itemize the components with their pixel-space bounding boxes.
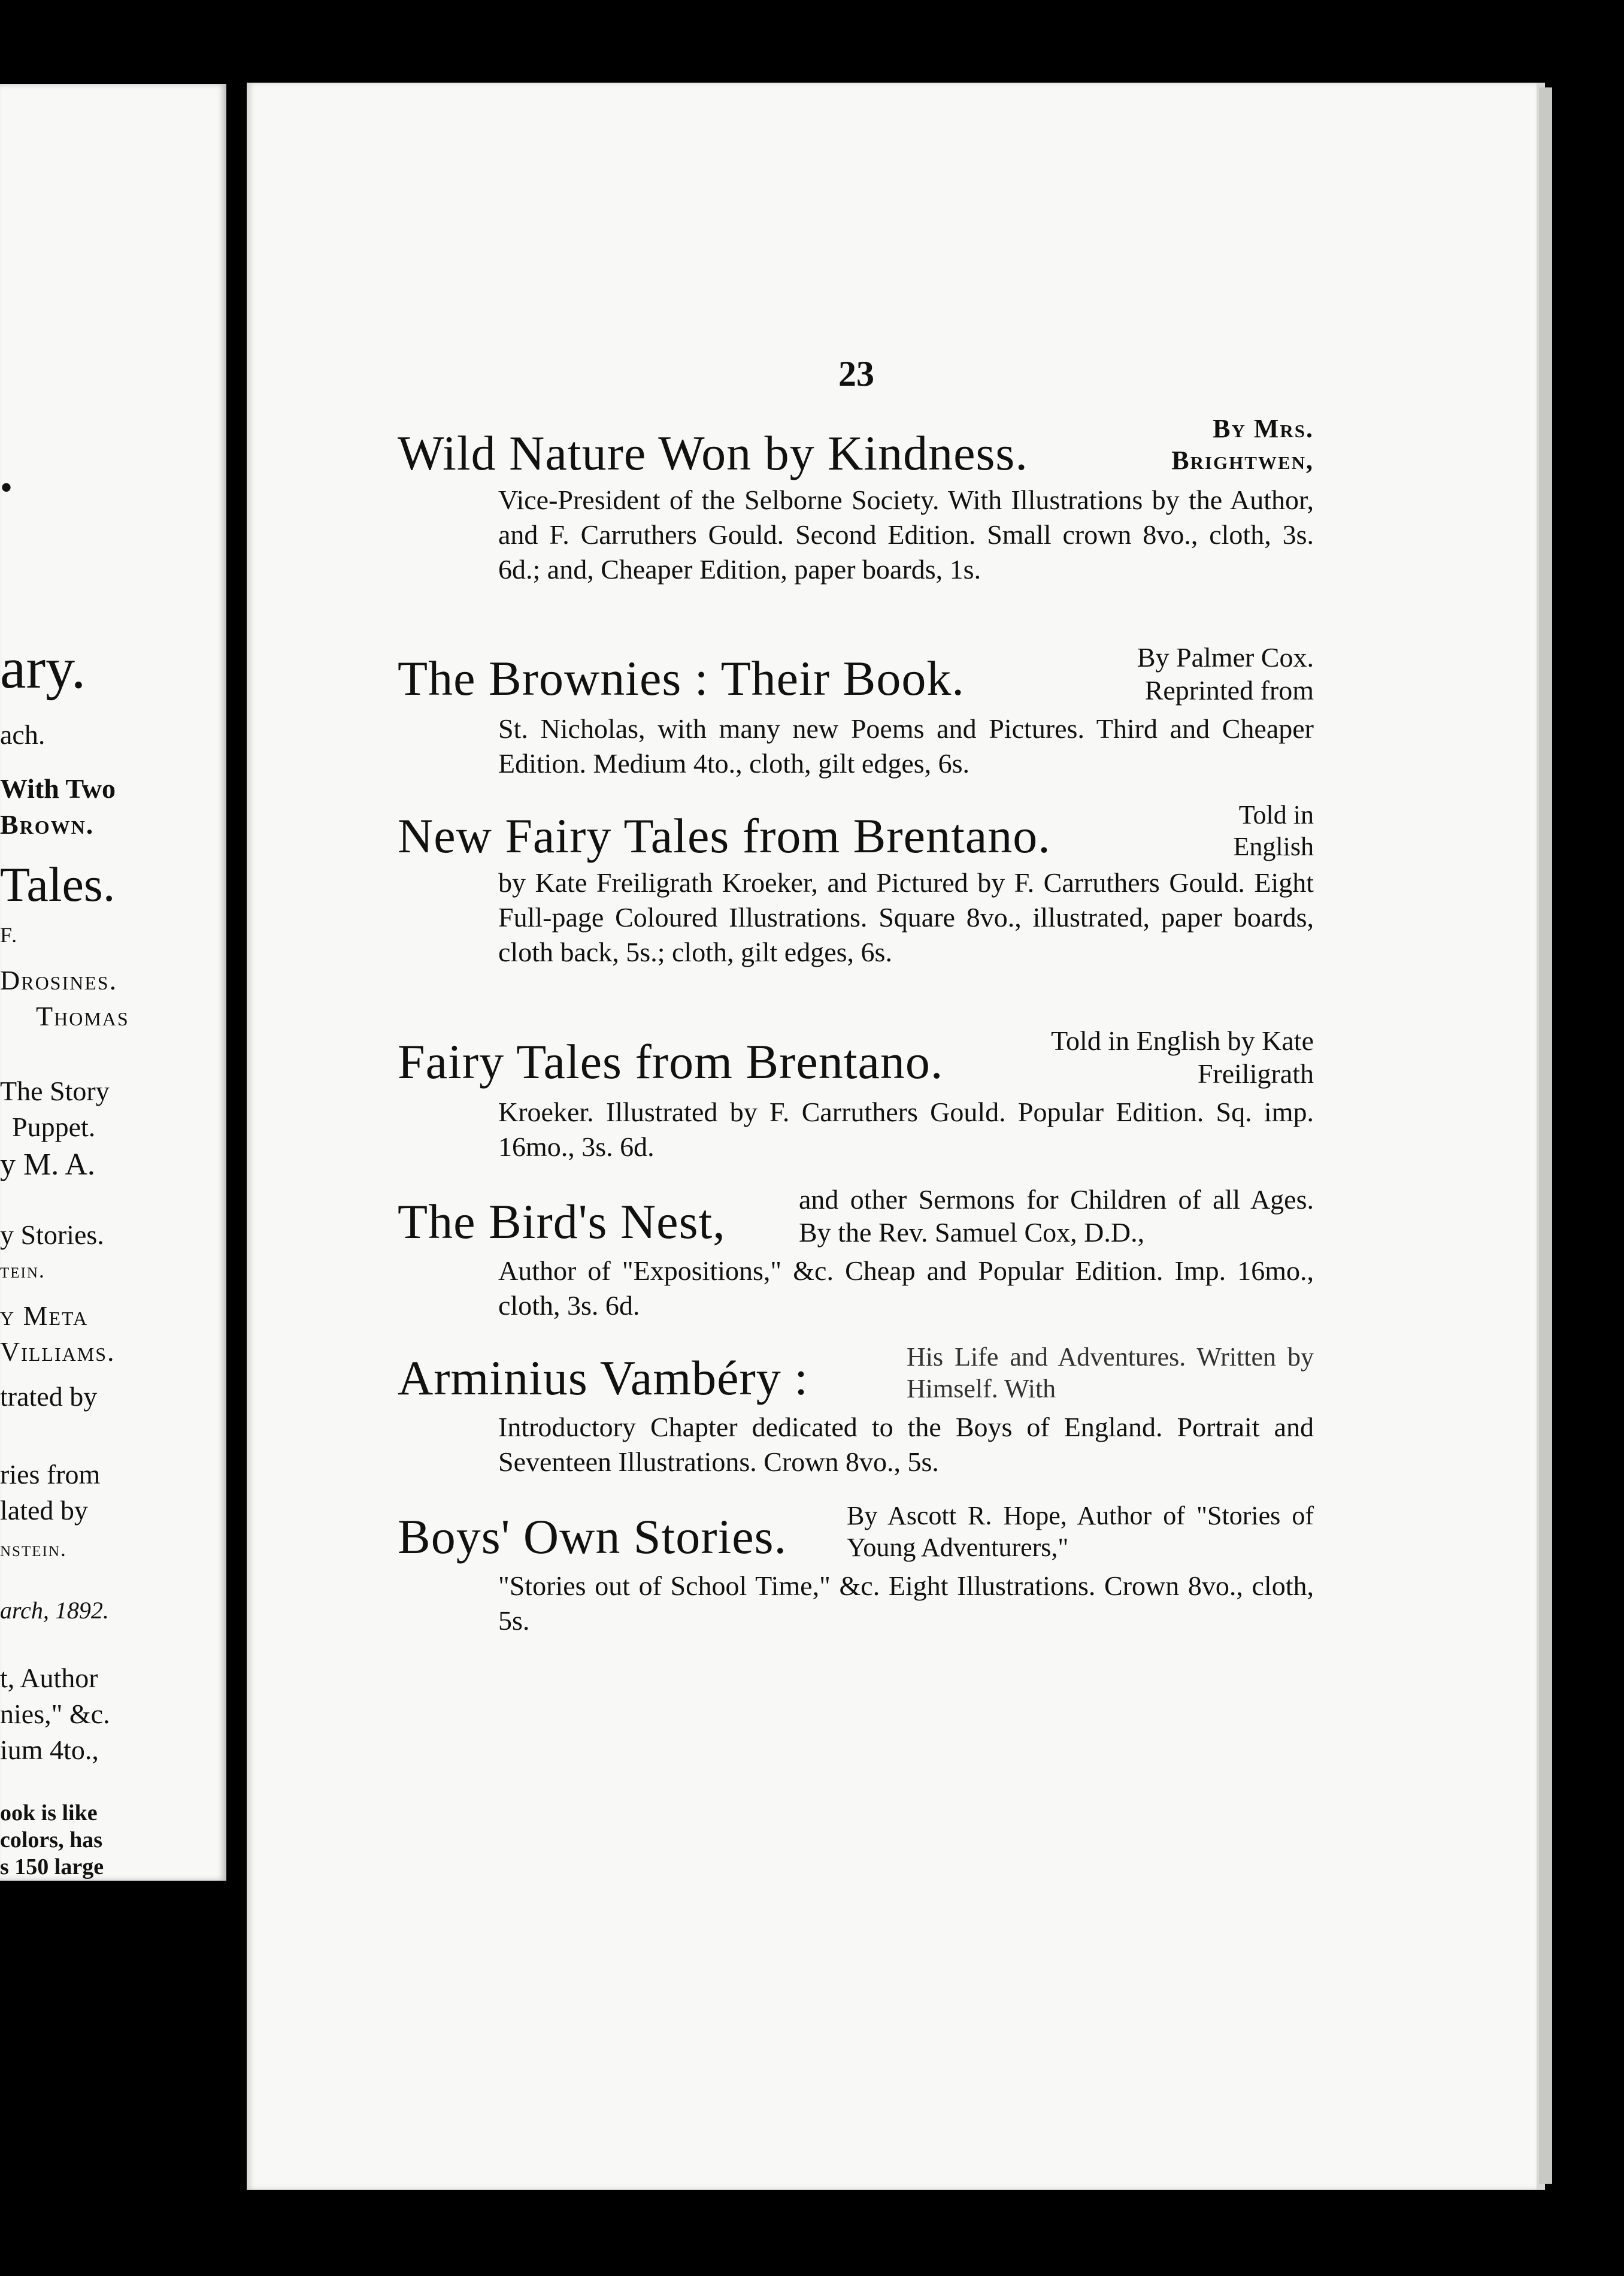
catalog-entry bbox=[398, 1024, 1314, 1164]
left-fragment: Drosines. bbox=[0, 965, 118, 995]
left-page bbox=[0, 84, 226, 1881]
page-edge bbox=[1539, 87, 1552, 2184]
page-number: 23 bbox=[838, 354, 874, 394]
catalog-entry bbox=[398, 800, 1314, 969]
left-bullet: • bbox=[0, 468, 13, 507]
entry-body: "Stories out of School Time," &c. Eight Illustrations. Crown 8vo., cloth, 5s. bbox=[498, 1570, 1314, 1636]
left-fragment: lated by bbox=[0, 1495, 88, 1526]
left-fragment: s 150 large bbox=[0, 1854, 104, 1879]
entry-title: Fairy Tales from Brentano. bbox=[398, 1034, 944, 1089]
catalog-entry bbox=[398, 1500, 1314, 1638]
catalog-entry bbox=[398, 413, 1314, 587]
entry-title: The Bird's Nest, bbox=[398, 1194, 726, 1249]
left-fragment-title: ary. bbox=[0, 636, 86, 701]
left-fragment: Brown. bbox=[0, 809, 95, 840]
left-fragment: Villiams. bbox=[0, 1336, 116, 1367]
entry-title: The Brownies : Their Book. bbox=[398, 651, 965, 706]
left-fragment: The Story bbox=[0, 1076, 110, 1106]
entry-byline: By Ascott R. Hope, Author of "Stories of Young Adventurers," bbox=[847, 1501, 1314, 1562]
entry-body: Vice-President of the Selborne Society. With Illustrations by the Author, and F. Carruthers Gould. Second Edition. Small crown 8vo., cloth, 3s. 6d.; and, Cheaper Edition, paper boards, 1s. bbox=[498, 485, 1314, 585]
entry-byline: Told in English bbox=[1233, 800, 1314, 861]
catalog-entry bbox=[398, 1342, 1314, 1479]
left-fragment: F. bbox=[0, 923, 19, 947]
catalog-entry bbox=[398, 641, 1314, 781]
catalog-entry bbox=[398, 1183, 1314, 1323]
left-fragment: ook is like bbox=[0, 1800, 98, 1826]
left-fragment: y M. A. bbox=[0, 1148, 95, 1182]
left-fragment: Thomas bbox=[36, 1001, 129, 1031]
left-fragment-title: Tales. bbox=[0, 857, 116, 912]
entry-byline: Told in English by Kate Freiligrath bbox=[1051, 1025, 1314, 1089]
left-fragment: nies," &c. bbox=[0, 1699, 110, 1729]
left-fragment: ries from bbox=[0, 1459, 101, 1490]
left-fragment: nstein. bbox=[0, 1537, 67, 1561]
left-fragment: Puppet. bbox=[12, 1112, 96, 1142]
left-fragment: y Meta bbox=[0, 1300, 89, 1331]
entry-title: Wild Nature Won by Kindness. bbox=[398, 426, 1028, 480]
entry-byline: and other Sermons for Children of all Ages. By the Rev. Samuel Cox, D.D., bbox=[799, 1184, 1314, 1248]
left-fragment: ium 4to., bbox=[0, 1735, 99, 1765]
entry-title: New Fairy Tales from Brentano. bbox=[398, 809, 1051, 863]
entry-title: Boys' Own Stories. bbox=[398, 1509, 787, 1564]
left-fragment: t, Author bbox=[0, 1663, 98, 1693]
left-fragment: With Two bbox=[0, 773, 116, 804]
left-fragment: trated by bbox=[0, 1381, 98, 1412]
entry-byline: By Palmer Cox. Reprinted from bbox=[1137, 642, 1314, 706]
entry-title: Arminius Vambéry : bbox=[398, 1351, 809, 1405]
left-fragment: colors, has bbox=[0, 1827, 102, 1853]
entry-body: Author of "Expositions," &c. Cheap and Popular Edition. Imp. 16mo., cloth, 3s. 6d. bbox=[498, 1255, 1314, 1321]
entry-byline: By Mrs. Brightwen, bbox=[1171, 414, 1314, 475]
left-fragment: tein. bbox=[0, 1258, 46, 1282]
entry-body: by Kate Freiligrath Kroeker, and Pictured by F. Carruthers Gould. Eight Full-page Coloured Illustrations. Square 8vo., illustrated, paper boards, cloth back, 5s.; cloth, gilt edges, 6s. bbox=[498, 867, 1314, 967]
left-fragment: ach. bbox=[0, 719, 46, 750]
entry-body: Kroeker. Illustrated by F. Carruthers Gould. Popular Edition. Sq. imp. 16mo., 3s. 6d. bbox=[498, 1097, 1314, 1163]
left-fragment: y Stories. bbox=[0, 1219, 104, 1250]
entry-body: St. Nicholas, with many new Poems and Pictures. Third and Cheaper Edition. Medium 4to., cloth, gilt edges, 6s. bbox=[498, 713, 1314, 779]
left-fragment: arch, 1892. bbox=[0, 1597, 109, 1624]
entry-byline: His Life and Adventures. Written by Himself. With bbox=[907, 1342, 1314, 1403]
entry-body: Introductory Chapter dedicated to the Boys of England. Portrait and Seventeen Illustrations. Crown 8vo., 5s. bbox=[498, 1411, 1314, 1477]
